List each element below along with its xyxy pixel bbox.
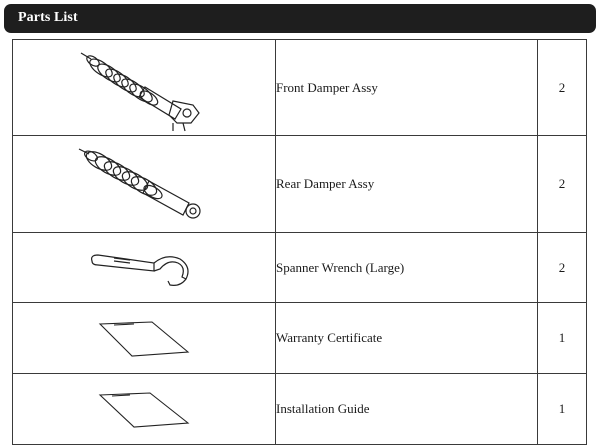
part-name: Front Damper Assy xyxy=(276,40,538,136)
table-row xyxy=(13,40,587,136)
page-title: Parts List xyxy=(18,10,78,25)
part-name: Installation Guide xyxy=(276,374,538,445)
guide-icon xyxy=(94,387,194,431)
part-image-cell xyxy=(13,40,276,136)
part-quantity: 2 xyxy=(538,136,587,233)
part-name: Rear Damper Assy xyxy=(276,136,538,233)
part-quantity: 2 xyxy=(538,233,587,303)
spanner-wrench-icon xyxy=(84,243,204,293)
table-row xyxy=(13,303,587,374)
table-row xyxy=(13,233,587,303)
part-quantity: 1 xyxy=(538,374,587,445)
table-row xyxy=(13,136,587,233)
rear-damper-icon xyxy=(69,139,219,229)
certificate-icon xyxy=(94,316,194,360)
part-name: Spanner Wrench (Large) xyxy=(276,233,538,303)
part-image-cell xyxy=(13,233,276,303)
parts-list-header xyxy=(4,4,596,33)
part-image-cell xyxy=(13,374,276,445)
part-image-cell xyxy=(13,136,276,233)
part-image-cell xyxy=(13,303,276,374)
table-row xyxy=(13,374,587,445)
part-quantity: 1 xyxy=(538,303,587,374)
front-damper-icon xyxy=(69,43,219,133)
part-quantity: 2 xyxy=(538,40,587,136)
part-name: Warranty Certificate xyxy=(276,303,538,374)
parts-table xyxy=(12,39,587,445)
